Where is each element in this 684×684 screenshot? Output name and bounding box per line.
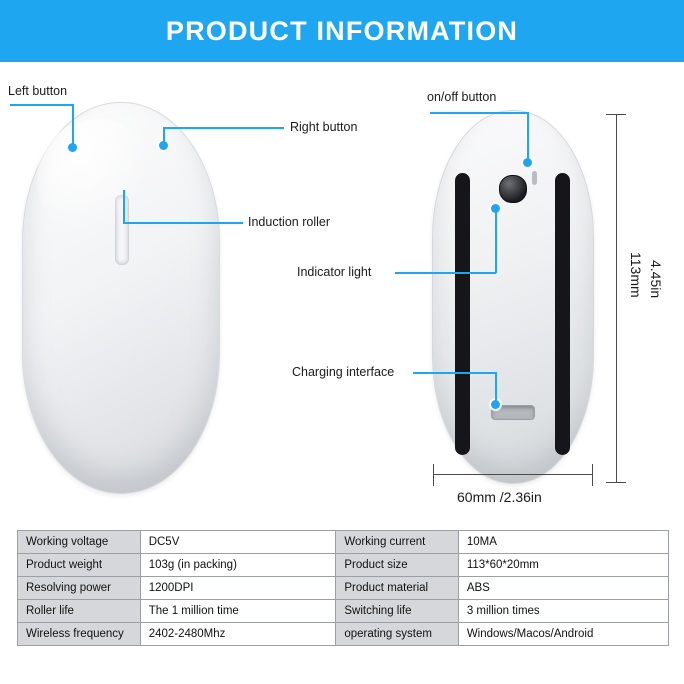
glide-pad-right [555, 173, 570, 455]
induction-roller-leader-h [123, 222, 243, 224]
spec-key: Roller life [18, 600, 141, 623]
optical-sensor [499, 175, 527, 203]
dim-width-line [433, 474, 593, 475]
induction-roller-label: Induction roller [248, 215, 330, 229]
spec-value: 103g (in packing) [140, 554, 336, 577]
power-switch-part [532, 171, 537, 185]
spec-value: The 1 million time [140, 600, 336, 623]
charging-leader-v [495, 372, 497, 402]
spec-key: Resolving power [18, 577, 141, 600]
spec-key: Working current [336, 531, 458, 554]
table-row [18, 554, 669, 577]
indicator-light-label: Indicator light [297, 265, 372, 279]
dim-width-tick-right [592, 464, 593, 486]
dim-width-tick-left [433, 464, 434, 486]
spec-value: 1200DPI [140, 577, 336, 600]
mouse-bottom-view [432, 110, 594, 484]
spec-key: Product material [336, 577, 458, 600]
spec-value: 3 million times [458, 600, 668, 623]
product-diagram [0, 62, 684, 512]
spec-key: Product size [336, 554, 458, 577]
right-button-leader-v [163, 127, 165, 143]
on-off-leader-h [430, 112, 528, 114]
glide-pad-left [455, 173, 470, 455]
dim-height-tick-bottom [606, 482, 626, 483]
spec-value: 113*60*20mm [458, 554, 668, 577]
spec-key: Product weight [18, 554, 141, 577]
table-row [18, 600, 669, 623]
page-header [0, 0, 684, 62]
left-button-dot [68, 143, 77, 152]
spec-value: DC5V [140, 531, 336, 554]
page-title: PRODUCT INFORMATION [165, 15, 519, 46]
spec-key: operating system [336, 623, 458, 646]
induction-roller-leader-v [123, 190, 125, 223]
spec-value: Windows/Macos/Android [458, 623, 668, 646]
spec-value: 10MA [458, 531, 668, 554]
indicator-leader-h [395, 272, 496, 274]
left-button-leader-v [72, 104, 74, 144]
spec-key: Switching life [336, 600, 458, 623]
right-button-label: Right button [290, 120, 358, 134]
spec-key: Wireless frequency [18, 623, 141, 646]
spec-key: Working voltage [18, 531, 141, 554]
mouse-top-view [22, 102, 220, 494]
dim-height-mm: 113mm [628, 252, 644, 298]
right-button-leader-h [163, 127, 284, 129]
charging-interface-label: Charging interface [292, 365, 395, 379]
induction-roller-part [115, 195, 129, 265]
dim-height-in: 4.45in [648, 260, 664, 299]
specification-table [17, 530, 669, 646]
dim-height-line [616, 114, 617, 482]
left-button-label: Left button [8, 84, 68, 98]
table-row [18, 531, 669, 554]
table-row [18, 623, 669, 646]
spec-value: ABS [458, 577, 668, 600]
dim-width-label: 60mm /2.36in [457, 489, 542, 505]
on-off-leader-v [527, 112, 529, 160]
left-button-leader-h [10, 104, 73, 106]
dim-height-tick-top [606, 114, 626, 115]
table-row [18, 577, 669, 600]
indicator-leader-v [495, 208, 497, 273]
charging-leader-h [413, 372, 496, 374]
on-off-button-label: on/off button [427, 90, 497, 104]
spec-value: 2402-2480Mhz [140, 623, 336, 646]
